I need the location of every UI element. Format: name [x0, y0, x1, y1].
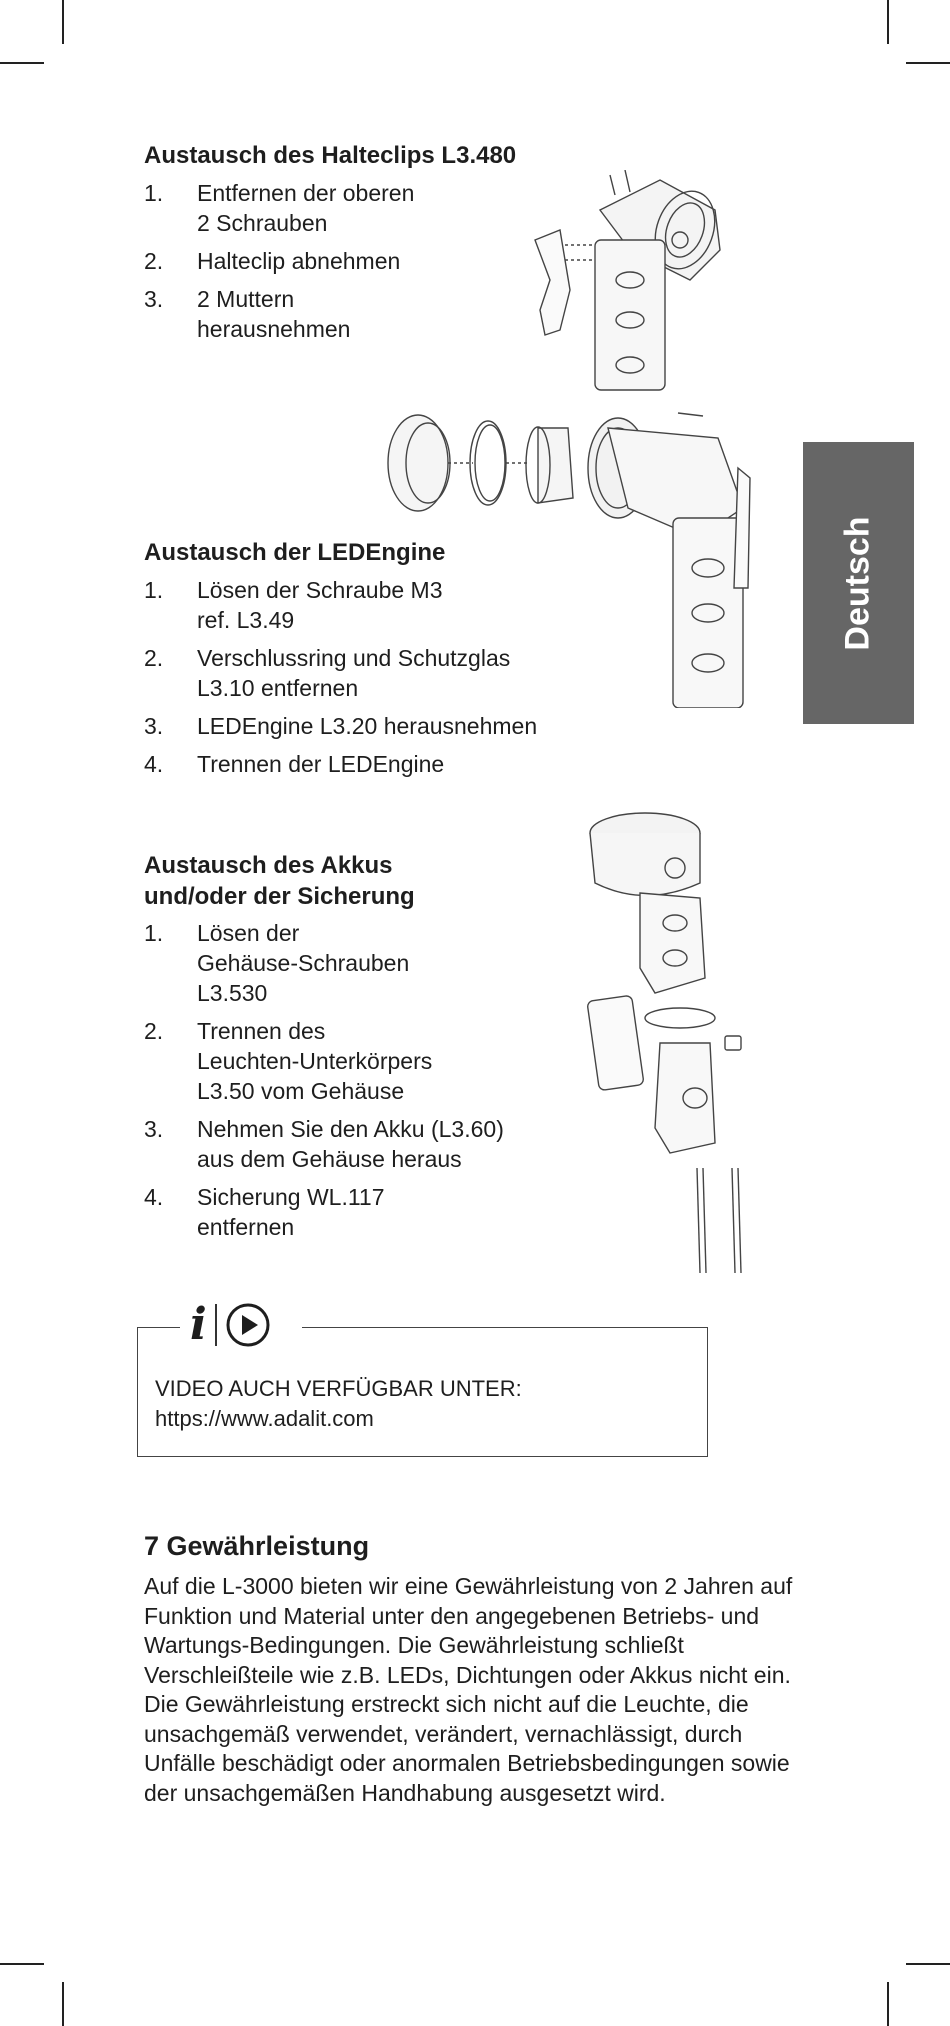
- step-number: 4.: [144, 751, 164, 777]
- section-heading-akku: Austausch des Akkus und/oder der Sicherung: [144, 852, 415, 910]
- divider: [215, 1304, 217, 1346]
- list-item: [144, 1016, 544, 1106]
- list-item: [144, 918, 544, 1008]
- language-tab: [803, 442, 914, 724]
- list-item: [144, 246, 464, 276]
- step-text: Sicherung WL.117 entfernen: [197, 1184, 385, 1240]
- halteclip-illustration: [520, 170, 740, 400]
- crop-mark: [0, 62, 44, 64]
- warranty-text: Auf die L-3000 bieten wir eine Gewährleistung von 2 Jahren auf Funktion und Material unter den angegebenen Betriebs- und Wartungs-Bedingungen. Die Gewährleistung schließt Verschleißteile wie z.B. LEDs, Dichtungen oder Akkus nicht ein. Die Gewährleistung erstreckt sich nicht auf die Leuchte, die unsachgemäß verwendet, verändert, vernachlässigt, durch Unfälle beschädigt oder anormalen Betriebsbedingungen sowie der unsachgemäßen Handhabung ausgesetzt wird.: [144, 1573, 793, 1806]
- step-text: LEDEngine L3.20 herausnehmen: [197, 713, 538, 739]
- list-item: [144, 284, 464, 344]
- play-icon: [225, 1302, 271, 1348]
- list-item: [144, 575, 604, 635]
- info-icons: [180, 1297, 302, 1353]
- step-number: 2.: [144, 1018, 164, 1044]
- crop-mark: [887, 0, 889, 44]
- step-number: 4.: [144, 1184, 164, 1210]
- crop-mark: [887, 1982, 889, 2026]
- step-text: Verschlussring und Schutzglas L3.10 entfernen: [197, 645, 511, 701]
- info-icon: i: [190, 1299, 207, 1350]
- crop-mark: [906, 1963, 950, 1965]
- website-link[interactable]: https://www.adalit.com: [155, 1406, 374, 1431]
- list-item: [144, 1182, 544, 1242]
- step-text: Lösen der Schraube M3 ref. L3.49: [197, 577, 443, 633]
- list-item: [144, 643, 604, 703]
- step-number: 2.: [144, 645, 164, 671]
- step-number: 1.: [144, 920, 164, 946]
- step-number: 3.: [144, 286, 164, 312]
- step-text: 2 Muttern herausnehmen: [197, 286, 351, 342]
- warranty-title: 7 Gewährleistung: [144, 1531, 370, 1561]
- crop-mark: [62, 1982, 64, 2026]
- step-number: 3.: [144, 1116, 164, 1142]
- section-heading-ledengine: Austausch der LEDEngine: [144, 539, 446, 566]
- info-text: [155, 1374, 522, 1434]
- step-text: Halteclip abnehmen: [197, 248, 401, 274]
- steps-list-halteclip: [144, 178, 464, 352]
- crop-mark: [0, 1963, 44, 1965]
- step-text: Entfernen der oberen 2 Schrauben: [197, 180, 415, 236]
- crop-mark: [62, 0, 64, 44]
- step-number: 1.: [144, 180, 164, 206]
- steps-list-ledengine: [144, 575, 604, 787]
- list-item: [144, 178, 464, 238]
- step-number: 3.: [144, 713, 164, 739]
- akku-illustration: [585, 808, 760, 1283]
- step-number: 1.: [144, 577, 164, 603]
- step-number: 2.: [144, 248, 164, 274]
- step-text: Trennen der LEDEngine: [197, 751, 445, 777]
- crop-mark: [906, 62, 950, 64]
- steps-list-akku: [144, 918, 544, 1250]
- list-item: [144, 1114, 544, 1174]
- video-available-label: VIDEO AUCH VERFÜGBAR UNTER:: [155, 1376, 522, 1401]
- list-item: [144, 711, 604, 741]
- step-text: Nehmen Sie den Akku (L3.60) aus dem Gehäuse heraus: [197, 1116, 504, 1172]
- section-heading-halteclip: Austausch des Halteclips L3.480: [144, 142, 517, 169]
- step-text: Lösen der Gehäuse-Schrauben L3.530: [197, 920, 410, 1006]
- language-tab-label: Deutsch: [839, 515, 878, 651]
- list-item: [144, 749, 604, 779]
- step-text: Trennen des Leuchten-Unterkörpers L3.50 vom Gehäuse: [197, 1018, 433, 1104]
